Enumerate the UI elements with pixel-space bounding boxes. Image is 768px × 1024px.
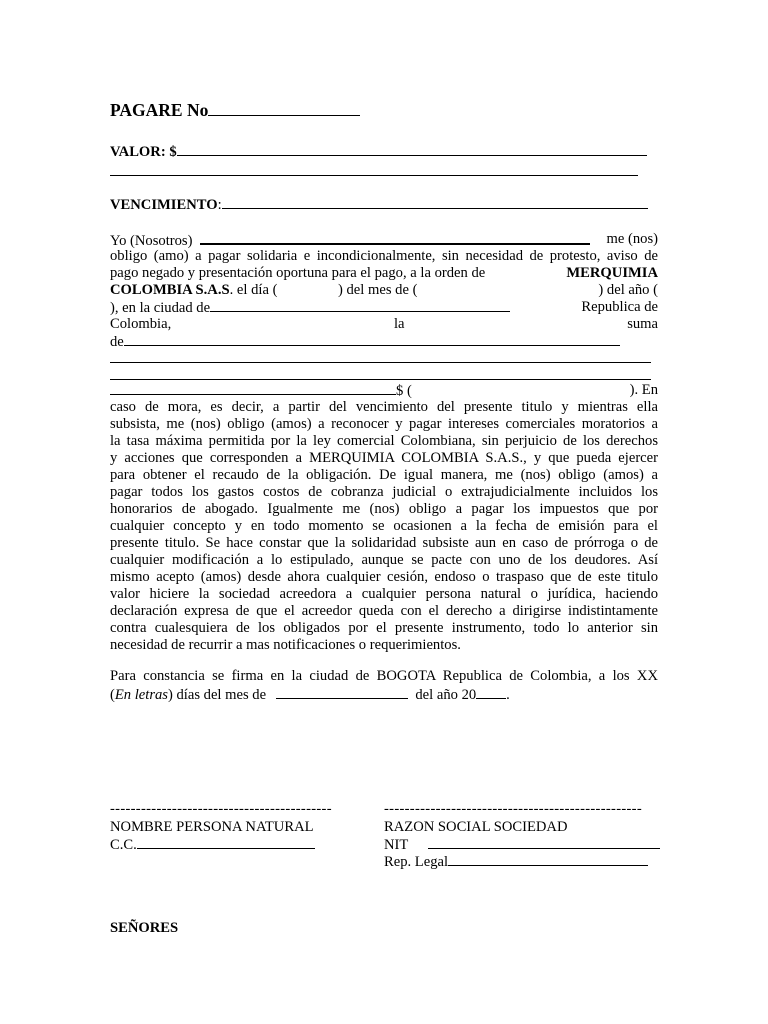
year-field[interactable]: [476, 686, 506, 699]
valor-field-continuation[interactable]: [110, 175, 638, 176]
senores-heading: SEÑORES: [110, 920, 179, 936]
p1-body-line: honorarios de abogado. Igualmente me (nos) obligo a pagar los impuestos que por: [110, 501, 658, 517]
nit-field[interactable]: [428, 836, 660, 849]
p1-line-5: ), en la ciudad de Republica de: [110, 299, 658, 316]
amount-words-continuation-2[interactable]: [110, 379, 651, 380]
p1-line-4: COLOMBIA S.A.S. el día ( ) del mes de ( ) del año (: [110, 282, 658, 298]
company-name-label: RAZON SOCIAL SOCIEDAD: [384, 819, 568, 835]
p1-body-line: contra cualesquiera de los obligados por el presente instrumento, todo lo anterior sin: [110, 620, 658, 636]
title-text: PAGARE No: [110, 100, 209, 120]
p1-body-line: y acciones que corresponden a MERQUIMIA COLOMBIA S.A.S., y que pueda ejercer: [110, 450, 658, 466]
cc-line: C.C.: [110, 836, 315, 854]
vencimiento-field[interactable]: [222, 196, 648, 209]
valor-field[interactable]: [177, 143, 647, 156]
document-title: [110, 101, 360, 119]
p2-line-2: (En letras) días del mes de del año 20 .: [110, 687, 510, 703]
p1-line-2: obligo (amo) a pagar solidaria e incondicionalmente, sin necesidad de protesto, aviso de: [110, 248, 658, 264]
signature-line-right: --------------------------------------------------: [384, 801, 642, 817]
rep-legal-line: Rep. Legal: [384, 853, 648, 871]
p1-body-line: subsista, me (nos) obligo (amos) a reconocer y pagar intereses comerciales moratorios a: [110, 416, 658, 432]
debtor-name-field[interactable]: [200, 231, 590, 245]
p1-body-line: la tasa máxima permitida por la ley comercial Colombiana, sin perjuicio de los derechos: [110, 433, 658, 449]
p1-body-line: caso de mora, es decir, a partir del vencimiento del presente titulo y mientras ella: [110, 399, 658, 415]
valor-line: [110, 143, 647, 161]
p1-body-line: presente titulo. Se hace constar que la solidaridad subsiste aun en caso de prórroga o de: [110, 535, 658, 551]
nit-line: NIT: [384, 836, 660, 854]
p1-last-line: necesidad de recurrir a mas notificaciones o requerimientos.: [110, 637, 461, 653]
p2-line-1: Para constancia se firma en la ciudad de BOGOTA Republica de Colombia, a los XX: [110, 668, 658, 684]
p1-line-6: Colombia, la suma: [110, 316, 658, 332]
city-field[interactable]: [210, 299, 510, 312]
p1-line-10: $ ( ). En: [110, 382, 658, 400]
p1-body-line: pagar todos los gastos costos de cobranza judicial o extrajudicialmente incluidos los: [110, 484, 658, 500]
cc-field[interactable]: [137, 836, 315, 849]
rep-legal-field[interactable]: [448, 853, 648, 866]
p1-body-line: para obtener el recaudo de la obligación. De igual manera, me (nos) obligo (amos) a: [110, 467, 658, 483]
p1-body-line: cualquier modificación a lo estipulado, aunque se pacte con uno de los deudores. Así: [110, 552, 658, 568]
amount-continuation-field[interactable]: [110, 382, 396, 395]
amount-words-field[interactable]: [124, 333, 620, 346]
vencimiento-label: VENCIMIENTO: [110, 197, 218, 213]
vencimiento-line: VENCIMIENTO:: [110, 196, 648, 214]
p1-line-1: Yo (Nosotros) me (nos): [110, 231, 658, 249]
valor-label: VALOR: $: [110, 144, 177, 160]
p1-body-line: mismo acepto (amos) desde ahora cualquier cesión, endoso o traspaso que de este titulo: [110, 569, 658, 585]
p1-line-3: pago negado y presentación oportuna para el pago, a la orden de MERQUIMIA: [110, 265, 658, 281]
amount-words-continuation-1[interactable]: [110, 362, 651, 363]
p1-body-line: declaración expresa de que el acreedor queda con el derecho a dirigirse indistintamente: [110, 603, 658, 619]
signature-line-left: -------------------------------------------: [110, 801, 332, 817]
signer-name-label: NOMBRE PERSONA NATURAL: [110, 819, 314, 835]
p1-body-line: valor hiciere la sociedad acreedora a cualquier persona natural o jurídica, haciendo: [110, 586, 658, 602]
p1-body-line: cualquier concepto y en todo momento se ocasionen a la fecha de emisión para el: [110, 518, 658, 534]
pagare-number-field[interactable]: [208, 101, 360, 116]
month-field[interactable]: [276, 686, 408, 699]
p1-line-7: de: [110, 333, 620, 351]
